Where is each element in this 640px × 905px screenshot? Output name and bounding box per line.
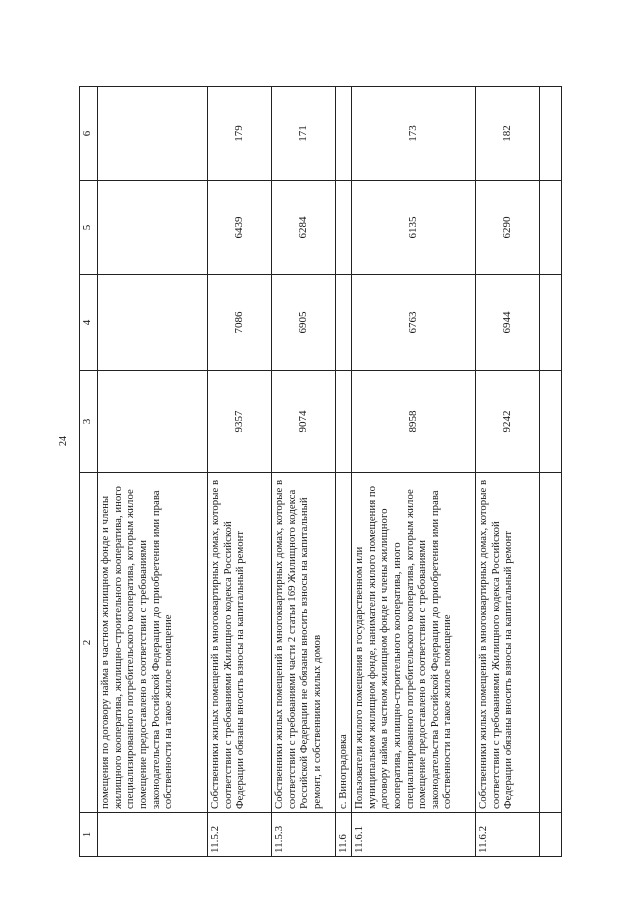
- table-row: [476, 87, 540, 857]
- header-cell: 1: [80, 813, 98, 857]
- value-cell: 6290: [476, 181, 540, 275]
- row-code: 11.6.1: [352, 813, 476, 857]
- value-cell: 182: [476, 87, 540, 181]
- row-description: Собственники жилых помещений в многоквартирных домах, которые в соответствии с требованиями Жилищного кодекса Российской Федерации обязаны вносить взносы на капитальный ремонт: [476, 473, 540, 813]
- value-cell: [336, 87, 352, 181]
- value-cell: [98, 275, 208, 371]
- row-code: [98, 813, 208, 857]
- value-cell: 6905: [272, 275, 336, 371]
- value-cell: 6763: [352, 275, 476, 371]
- table-row: [98, 87, 208, 857]
- value-cell: 8958: [352, 371, 476, 473]
- value-cell: [336, 181, 352, 275]
- value-cell: [98, 181, 208, 275]
- value-cell: 173: [352, 87, 476, 181]
- value-cell: 179: [208, 87, 272, 181]
- table-row: [352, 87, 476, 857]
- value-cell: 6135: [352, 181, 476, 275]
- table-row: [336, 87, 352, 857]
- row-description: Пользователи жилого помещения в государственном или муниципальном жилищном фонде, наниматели жилого помещения по договору найма в частном жилищном фонде и члены жилищного кооператива, жилищно-строительного кооператива, иного специализированного потребительского кооператива, которым жилое помещение предоставлено в соответствии с требованиями законодательства Российской Федерации до приобретения ими права собственности на такое жилое помещение: [352, 473, 476, 813]
- header-cell: 4: [80, 275, 98, 371]
- table-row: [272, 87, 336, 857]
- row-code: 11.6: [336, 813, 352, 857]
- row-description: с. Виноградовка: [336, 473, 352, 813]
- empty-cell: [540, 813, 562, 857]
- page-number: 24: [58, 436, 69, 446]
- value-cell: 9357: [208, 371, 272, 473]
- header-cell: 3: [80, 371, 98, 473]
- value-cell: 9074: [272, 371, 336, 473]
- value-cell: 6284: [272, 181, 336, 275]
- empty-cell: [540, 87, 562, 181]
- row-code: 11.5.3: [272, 813, 336, 857]
- value-cell: 6439: [208, 181, 272, 275]
- value-cell: 7086: [208, 275, 272, 371]
- value-cell: [336, 371, 352, 473]
- table-row: [208, 87, 272, 857]
- value-cell: [336, 275, 352, 371]
- tariff-table: [79, 86, 562, 857]
- row-description: Собственники жилых помещений в многоквартирных домах, которые в соответствии с требованиями Жилищного кодекса Российской Федерации обязаны вносить взносы на капитальный ремонт: [208, 473, 272, 813]
- value-cell: [98, 87, 208, 181]
- empty-cell: [540, 371, 562, 473]
- value-cell: 6944: [476, 275, 540, 371]
- header-row: [80, 87, 98, 857]
- value-cell: 171: [272, 87, 336, 181]
- row-code: 11.6.2: [476, 813, 540, 857]
- row-description: помещения по договору найма в частном жилищном фонде и члены жилищного кооператива, жилищно-строительного кооператива, иного специализированного потребительского кооператива, которым жилое помещение предоставлено в соответствии с требованиями законодательства Российской Федерации до приобретения ими права собственности на такое жилое помещение: [98, 473, 208, 813]
- empty-cell: [540, 275, 562, 371]
- value-cell: 9242: [476, 371, 540, 473]
- table-row: [540, 87, 562, 857]
- header-cell: 2: [80, 473, 98, 813]
- table-container: [79, 87, 599, 857]
- header-cell: 6: [80, 87, 98, 181]
- empty-cell: [540, 473, 562, 813]
- value-cell: [98, 371, 208, 473]
- row-code: 11.5.2: [208, 813, 272, 857]
- row-description: Собственники жилых помещений в многоквартирных домах, которые в соответствии с требованиями части 2 статьи 169 Жилищного кодекса Российской Федерации не обязаны вносить взносы на капитальный ремонт, и собственники жилых домов: [272, 473, 336, 813]
- empty-cell: [540, 181, 562, 275]
- header-cell: 5: [80, 181, 98, 275]
